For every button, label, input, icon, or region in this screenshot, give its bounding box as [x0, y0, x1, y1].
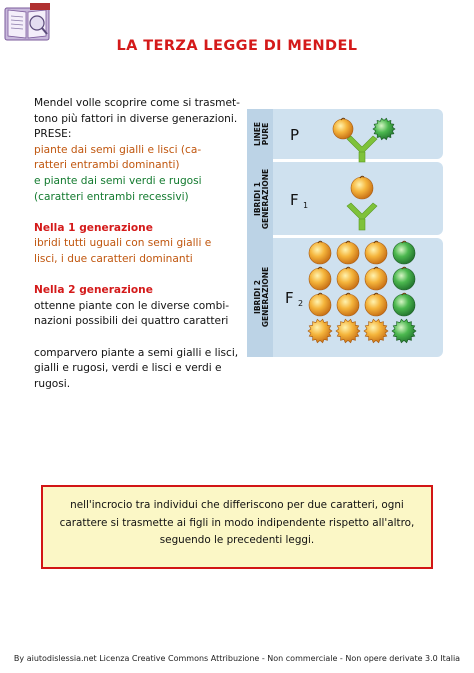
gen2-heading: Nella 2 generazione	[34, 284, 153, 297]
intro-line-green-seeds: (caratteri entrambi recessivi)	[34, 190, 189, 203]
green-smooth-seed	[393, 242, 415, 264]
intro-line: PRESE:	[34, 128, 72, 141]
label-generazione-2: GENERAZIONE	[261, 266, 270, 328]
label-ibridi-2: IBRIDI 2	[253, 280, 262, 314]
label-ibridi-1: IBRIDI 1	[253, 182, 262, 216]
intro-line-green-seeds: e piante dai semi verdi e rugosi	[34, 174, 202, 187]
yellow-smooth-seed	[333, 119, 353, 139]
yellow-smooth-seed	[337, 242, 359, 264]
gen2-line: gialli e rugosi, verdi e lisci e verdi e	[34, 362, 222, 375]
summary-line: nell'incrocio tra individui che differiscono per due caratteri, ogni	[70, 499, 404, 511]
label-p: P	[290, 126, 300, 144]
label-f2-sub: 2	[298, 299, 304, 308]
page-title: LA TERZA LEGGE DI MENDEL	[116, 38, 358, 54]
explanation-text	[34, 96, 244, 392]
intro-line: Mendel volle scoprire come si trasmet-	[34, 97, 240, 109]
yellow-smooth-seed	[365, 268, 387, 290]
label-f1: F	[290, 191, 299, 209]
green-smooth-seed	[393, 268, 415, 290]
yellow-smooth-seed	[309, 242, 331, 264]
label-linee: LINEE	[253, 121, 262, 147]
band-ibridi-1	[247, 162, 443, 235]
summary-line: carattere si trasmette ai figli in modo indipendente rispetto all'altro,	[59, 516, 415, 529]
law-summary-box	[41, 485, 433, 569]
intro-line-yellow-seeds: piante dai semi gialli e lisci (ca-	[34, 143, 202, 156]
intro-line-yellow-seeds: ratteri entrambi dominanti)	[34, 159, 180, 172]
gen1-line: lisci, i due caratteri dominanti	[34, 252, 193, 265]
label-f2: F	[285, 289, 294, 307]
gen1-line: ibridi tutti uguali con semi gialli e	[34, 237, 212, 250]
intro-line: tono più fattori in diverse generazioni.	[34, 112, 238, 125]
yellow-smooth-seed	[337, 294, 359, 316]
yellow-smooth-seed	[309, 294, 331, 316]
green-smooth-seed	[393, 294, 415, 316]
yellow-smooth-seed	[309, 268, 331, 290]
label-generazione-1: GENERAZIONE	[261, 168, 270, 230]
license-footer: By aiutodislessia.net Licenza Creative Commons Attribuzione - Non commerciale - Non opere derivate 3.0 Italia	[13, 654, 461, 663]
gen2-line: ottenne piante con le diverse combi-	[34, 299, 230, 312]
gen1-heading: Nella 1 generazione	[34, 221, 153, 234]
label-f1-sub: 1	[303, 201, 309, 210]
yellow-smooth-seed	[365, 294, 387, 316]
gen2-line: nazioni possibili dei quattro caratteri	[34, 315, 229, 328]
yellow-smooth-seed	[337, 268, 359, 290]
yellow-smooth-seed	[365, 242, 387, 264]
yellow-smooth-seed	[351, 177, 373, 199]
gen2-line: comparvero piante a semi gialli e lisci,	[34, 346, 239, 359]
summary-line: seguendo le precedenti leggi.	[159, 534, 315, 546]
gen2-line: rugosi.	[34, 377, 71, 390]
label-pure: PURE	[261, 122, 270, 146]
mendel-cross-diagram	[247, 109, 443, 357]
